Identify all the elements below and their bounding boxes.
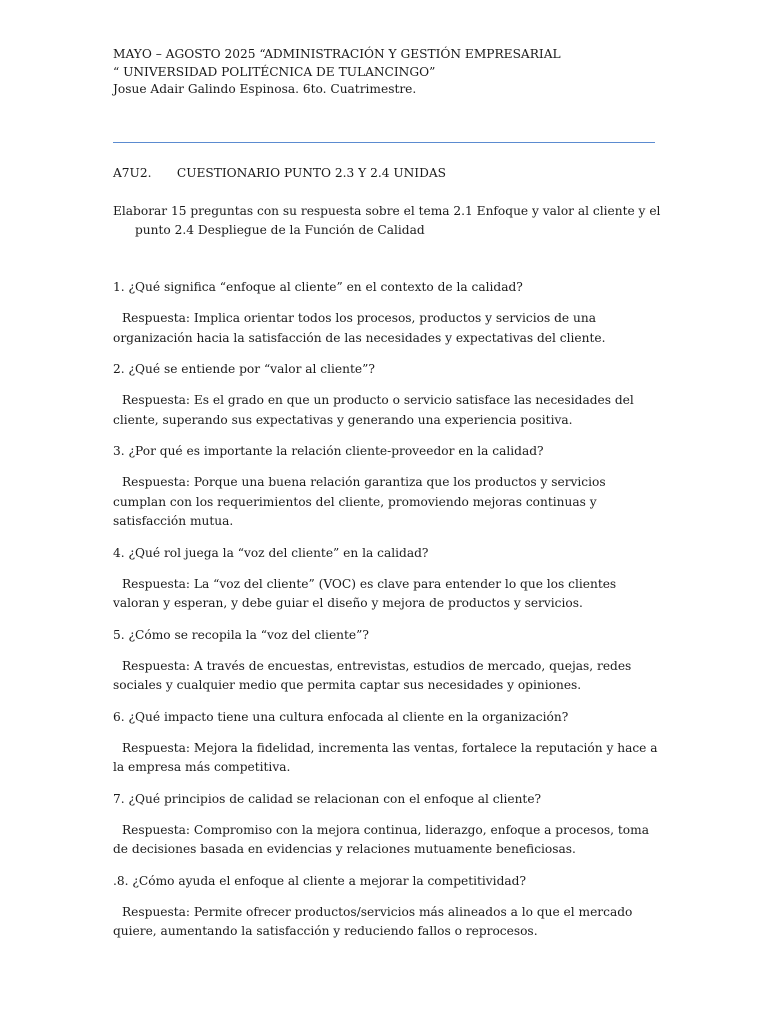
header-divider [113,142,655,143]
qa-item-2 [113,360,658,430]
document-header [113,46,658,99]
header-university-line: “ UNIVERSIDAD POLITÉCNICA DE TULANCINGO” [113,64,436,79]
answer: Respuesta: Porque una buena relación garantiza que los productos y servicios cumplan con los requerimientos del cliente, promoviendo mejoras continuas y satisfacción mutua. [113,475,606,528]
questionnaire [113,278,658,954]
activity-title [113,165,446,182]
answer: Respuesta: Mejora la fidelidad, incrementa las ventas, fortalece la reputación y hace a la empresa más competitiva. [113,740,658,774]
question: 2. ¿Qué se entiende por “valor al cliente”? [113,362,375,376]
question: .8. ¿Cómo ayuda el enfoque al cliente a mejorar la competitividad? [113,873,526,888]
qa-item-8 [113,872,658,942]
question: 7. ¿Qué principios de calidad se relacionan con el enfoque al cliente? [113,791,542,806]
instructions-line-1: Elaborar 15 preguntas con su respuesta sobre el tema 2.1 Enfoque y valor al cliente y el [113,204,661,218]
answer: Respuesta: Es el grado en que un producto o servicio satisface las necesidades del cliente, superando sus expectativas y generando una experiencia positiva. [113,393,634,427]
qa-item-3 [113,442,658,532]
instructions-line-2: punto 2.4 Despliegue de la Función de Calidad [135,223,425,237]
qa-item-7 [113,790,658,860]
header-course-line: MAYO – AGOSTO 2025 “ADMINISTRACIÓN Y GESTIÓN EMPRESARIAL [113,47,561,61]
answer: Respuesta: Permite ofrecer productos/servicios más alineados a lo que el mercado quiere, aumentando la satisfacción y reduciendo fallos o reprocesos. [113,904,633,938]
answer: Respuesta: La “voz del cliente” (VOC) es clave para entender lo que los clientes valoran y esperan, y debe guiar el diseño y mejora de productos y servicios. [113,576,617,610]
answer: Respuesta: Compromiso con la mejora continua, liderazgo, enfoque a procesos, toma de decisiones basada en evidencias y relaciones mutuamente beneficiosas. [113,822,649,856]
question: 3. ¿Por qué es importante la relación cliente-proveedor en la calidad? [113,444,544,458]
qa-item-4 [113,544,658,614]
qa-item-1 [113,278,658,348]
qa-item-5 [113,626,658,696]
question: 6. ¿Qué impacto tiene una cultura enfocada al cliente en la organización? [113,709,569,724]
question: 1. ¿Qué significa “enfoque al cliente” en el contexto de la calidad? [113,280,523,294]
header-student-line: Josue Adair Galindo Espinosa. 6to. Cuatrimestre. [113,82,417,96]
activity-name: CUESTIONARIO PUNTO 2.3 Y 2.4 UNIDAS [176,166,446,180]
answer: Respuesta: A través de encuestas, entrevistas, estudios de mercado, quejas, redes sociales y cualquier medio que permita captar sus necesidades y opiniones. [113,658,632,692]
activity-code: A7U2. [113,166,152,180]
question: 4. ¿Qué rol juega la “voz del cliente” en la calidad? [113,545,429,560]
answer: Respuesta: Implica orientar todos los procesos, productos y servicios de una organización hacia la satisfacción de las necesidades y expectativas del cliente. [113,311,606,345]
qa-item-6 [113,708,658,778]
question: 5. ¿Cómo se recopila la “voz del cliente”? [113,627,369,642]
instructions [113,202,661,240]
